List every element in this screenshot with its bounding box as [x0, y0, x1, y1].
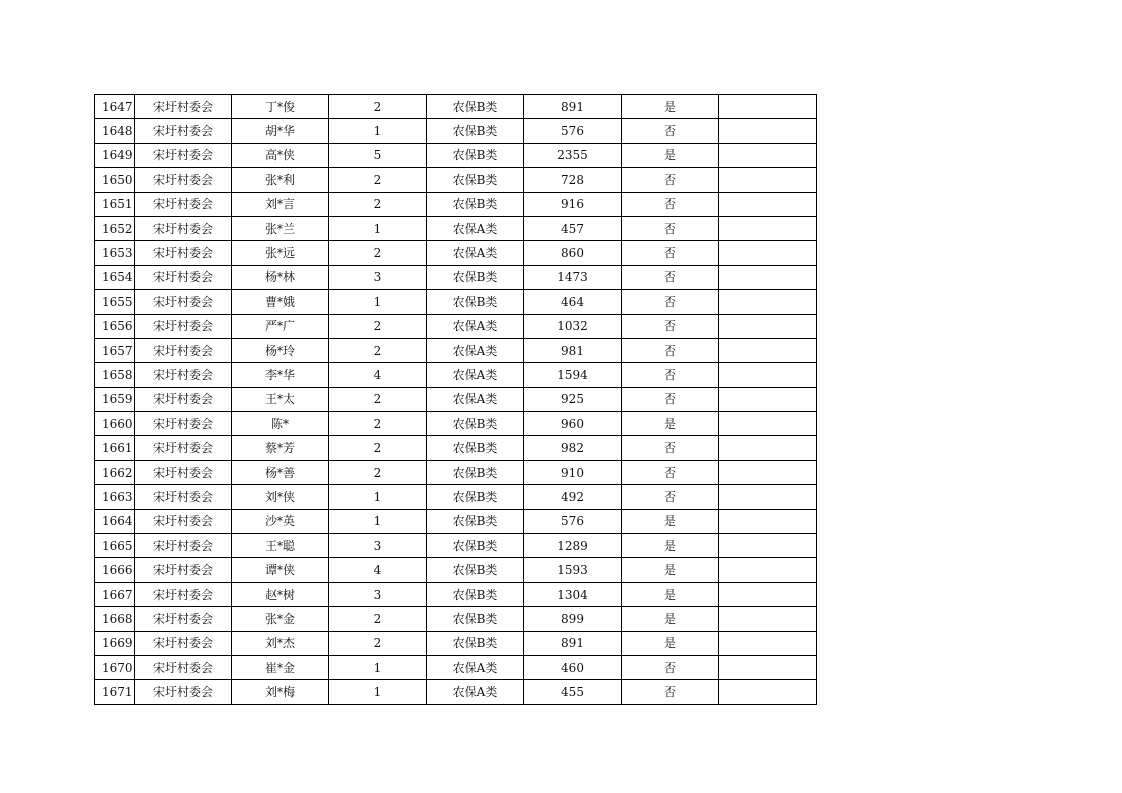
remark-cell	[719, 290, 817, 314]
village-committee-cell: 宋圩村委会	[135, 558, 232, 582]
row-number-cell: 1666	[95, 558, 135, 582]
count-cell: 2	[329, 436, 427, 460]
name-cell: 李*华	[232, 363, 329, 387]
name-cell: 杨*林	[232, 265, 329, 289]
count-cell: 1	[329, 655, 427, 679]
flag-cell: 否	[622, 363, 719, 387]
row-number-cell: 1668	[95, 607, 135, 631]
count-cell: 3	[329, 582, 427, 606]
amount-cell: 2355	[524, 143, 622, 167]
table-row	[95, 216, 817, 240]
table-row	[95, 558, 817, 582]
row-number-cell: 1647	[95, 95, 135, 119]
flag-cell: 否	[622, 338, 719, 362]
amount-cell: 981	[524, 338, 622, 362]
amount-cell: 891	[524, 631, 622, 655]
amount-cell: 899	[524, 607, 622, 631]
row-number-cell: 1660	[95, 412, 135, 436]
name-cell: 丁*俊	[232, 95, 329, 119]
name-cell: 王*聪	[232, 534, 329, 558]
village-committee-cell: 宋圩村委会	[135, 436, 232, 460]
village-committee-cell: 宋圩村委会	[135, 95, 232, 119]
flag-cell: 是	[622, 558, 719, 582]
amount-cell: 576	[524, 509, 622, 533]
remark-cell	[719, 582, 817, 606]
count-cell: 3	[329, 534, 427, 558]
row-number-cell: 1658	[95, 363, 135, 387]
table-row	[95, 95, 817, 119]
village-committee-cell: 宋圩村委会	[135, 168, 232, 192]
name-cell: 杨*玲	[232, 338, 329, 362]
count-cell: 1	[329, 119, 427, 143]
flag-cell: 否	[622, 485, 719, 509]
flag-cell: 否	[622, 265, 719, 289]
category-cell: 农保B类	[427, 168, 524, 192]
table-row	[95, 363, 817, 387]
count-cell: 2	[329, 412, 427, 436]
category-cell: 农保B类	[427, 460, 524, 484]
remark-cell	[719, 558, 817, 582]
count-cell: 4	[329, 558, 427, 582]
count-cell: 5	[329, 143, 427, 167]
table-row	[95, 655, 817, 679]
amount-cell: 728	[524, 168, 622, 192]
name-cell: 陈*	[232, 412, 329, 436]
count-cell: 2	[329, 192, 427, 216]
table-row	[95, 534, 817, 558]
count-cell: 1	[329, 290, 427, 314]
flag-cell: 是	[622, 582, 719, 606]
village-committee-cell: 宋圩村委会	[135, 534, 232, 558]
flag-cell: 否	[622, 192, 719, 216]
name-cell: 胡*华	[232, 119, 329, 143]
remark-cell	[719, 680, 817, 704]
amount-cell: 1289	[524, 534, 622, 558]
count-cell: 1	[329, 509, 427, 533]
category-cell: 农保B类	[427, 119, 524, 143]
category-cell: 农保A类	[427, 655, 524, 679]
remark-cell	[719, 241, 817, 265]
row-number-cell: 1652	[95, 216, 135, 240]
table-row	[95, 412, 817, 436]
remark-cell	[719, 631, 817, 655]
remark-cell	[719, 314, 817, 338]
amount-cell: 455	[524, 680, 622, 704]
category-cell: 农保B类	[427, 582, 524, 606]
category-cell: 农保B类	[427, 509, 524, 533]
row-number-cell: 1650	[95, 168, 135, 192]
name-cell: 刘*侠	[232, 485, 329, 509]
name-cell: 张*兰	[232, 216, 329, 240]
category-cell: 农保A类	[427, 241, 524, 265]
amount-cell: 576	[524, 119, 622, 143]
count-cell: 2	[329, 338, 427, 362]
count-cell: 2	[329, 460, 427, 484]
village-committee-cell: 宋圩村委会	[135, 241, 232, 265]
village-committee-cell: 宋圩村委会	[135, 412, 232, 436]
row-number-cell: 1648	[95, 119, 135, 143]
remark-cell	[719, 509, 817, 533]
remark-cell	[719, 485, 817, 509]
row-number-cell: 1662	[95, 460, 135, 484]
row-number-cell: 1669	[95, 631, 135, 655]
category-cell: 农保A类	[427, 387, 524, 411]
name-cell: 蔡*芳	[232, 436, 329, 460]
flag-cell: 是	[622, 95, 719, 119]
village-committee-cell: 宋圩村委会	[135, 607, 232, 631]
name-cell: 刘*杰	[232, 631, 329, 655]
row-number-cell: 1664	[95, 509, 135, 533]
flag-cell: 否	[622, 168, 719, 192]
table-row	[95, 680, 817, 704]
village-committee-cell: 宋圩村委会	[135, 216, 232, 240]
table-row	[95, 192, 817, 216]
count-cell: 2	[329, 241, 427, 265]
village-committee-cell: 宋圩村委会	[135, 314, 232, 338]
amount-cell: 925	[524, 387, 622, 411]
table-row	[95, 143, 817, 167]
count-cell: 4	[329, 363, 427, 387]
remark-cell	[719, 95, 817, 119]
village-committee-cell: 宋圩村委会	[135, 119, 232, 143]
category-cell: 农保B类	[427, 485, 524, 509]
count-cell: 3	[329, 265, 427, 289]
row-number-cell: 1651	[95, 192, 135, 216]
remark-cell	[719, 534, 817, 558]
table-row	[95, 387, 817, 411]
category-cell: 农保B类	[427, 534, 524, 558]
amount-cell: 1593	[524, 558, 622, 582]
category-cell: 农保B类	[427, 436, 524, 460]
flag-cell: 否	[622, 119, 719, 143]
village-committee-cell: 宋圩村委会	[135, 631, 232, 655]
table-row	[95, 168, 817, 192]
amount-cell: 916	[524, 192, 622, 216]
row-number-cell: 1667	[95, 582, 135, 606]
flag-cell: 否	[622, 655, 719, 679]
amount-cell: 1473	[524, 265, 622, 289]
village-committee-cell: 宋圩村委会	[135, 265, 232, 289]
flag-cell: 是	[622, 143, 719, 167]
remark-cell	[719, 192, 817, 216]
name-cell: 高*侠	[232, 143, 329, 167]
table-row	[95, 290, 817, 314]
name-cell: 张*远	[232, 241, 329, 265]
remark-cell	[719, 436, 817, 460]
amount-cell: 1032	[524, 314, 622, 338]
row-number-cell: 1653	[95, 241, 135, 265]
flag-cell: 是	[622, 534, 719, 558]
table-row	[95, 485, 817, 509]
amount-cell: 960	[524, 412, 622, 436]
flag-cell: 是	[622, 509, 719, 533]
name-cell: 沙*英	[232, 509, 329, 533]
name-cell: 崔*金	[232, 655, 329, 679]
category-cell: 农保B类	[427, 607, 524, 631]
count-cell: 1	[329, 680, 427, 704]
village-committee-cell: 宋圩村委会	[135, 338, 232, 362]
count-cell: 2	[329, 168, 427, 192]
category-cell: 农保B类	[427, 631, 524, 655]
table-body	[95, 95, 817, 705]
table-row	[95, 436, 817, 460]
amount-cell: 1304	[524, 582, 622, 606]
remark-cell	[719, 412, 817, 436]
table-row	[95, 582, 817, 606]
count-cell: 2	[329, 607, 427, 631]
remark-cell	[719, 363, 817, 387]
row-number-cell: 1665	[95, 534, 135, 558]
category-cell: 农保A类	[427, 680, 524, 704]
row-number-cell: 1656	[95, 314, 135, 338]
remark-cell	[719, 460, 817, 484]
remark-cell	[719, 655, 817, 679]
remark-cell	[719, 143, 817, 167]
table-row	[95, 241, 817, 265]
village-committee-cell: 宋圩村委会	[135, 680, 232, 704]
category-cell: 农保B类	[427, 143, 524, 167]
flag-cell: 否	[622, 387, 719, 411]
count-cell: 2	[329, 387, 427, 411]
amount-cell: 982	[524, 436, 622, 460]
table-row	[95, 460, 817, 484]
amount-cell: 457	[524, 216, 622, 240]
village-committee-cell: 宋圩村委会	[135, 192, 232, 216]
category-cell: 农保B类	[427, 558, 524, 582]
table-row	[95, 509, 817, 533]
category-cell: 农保A类	[427, 338, 524, 362]
village-committee-cell: 宋圩村委会	[135, 485, 232, 509]
name-cell: 刘*言	[232, 192, 329, 216]
remark-cell	[719, 338, 817, 362]
row-number-cell: 1657	[95, 338, 135, 362]
remark-cell	[719, 265, 817, 289]
name-cell: 张*金	[232, 607, 329, 631]
village-committee-cell: 宋圩村委会	[135, 363, 232, 387]
flag-cell: 否	[622, 436, 719, 460]
row-number-cell: 1663	[95, 485, 135, 509]
remark-cell	[719, 168, 817, 192]
table-row	[95, 607, 817, 631]
remark-cell	[719, 607, 817, 631]
table-row	[95, 631, 817, 655]
name-cell: 严*广	[232, 314, 329, 338]
amount-cell: 464	[524, 290, 622, 314]
flag-cell: 否	[622, 460, 719, 484]
row-number-cell: 1670	[95, 655, 135, 679]
category-cell: 农保A类	[427, 314, 524, 338]
category-cell: 农保A类	[427, 363, 524, 387]
remark-cell	[719, 216, 817, 240]
flag-cell: 否	[622, 241, 719, 265]
table-row	[95, 338, 817, 362]
village-committee-cell: 宋圩村委会	[135, 460, 232, 484]
category-cell: 农保B类	[427, 412, 524, 436]
flag-cell: 否	[622, 290, 719, 314]
count-cell: 1	[329, 485, 427, 509]
village-committee-cell: 宋圩村委会	[135, 290, 232, 314]
flag-cell: 否	[622, 216, 719, 240]
village-committee-cell: 宋圩村委会	[135, 509, 232, 533]
category-cell: 农保A类	[427, 216, 524, 240]
flag-cell: 否	[622, 314, 719, 338]
amount-cell: 860	[524, 241, 622, 265]
table-row	[95, 314, 817, 338]
row-number-cell: 1655	[95, 290, 135, 314]
row-number-cell: 1654	[95, 265, 135, 289]
name-cell: 谭*侠	[232, 558, 329, 582]
category-cell: 农保B类	[427, 95, 524, 119]
amount-cell: 1594	[524, 363, 622, 387]
row-number-cell: 1649	[95, 143, 135, 167]
name-cell: 曹*娥	[232, 290, 329, 314]
name-cell: 张*利	[232, 168, 329, 192]
remark-cell	[719, 119, 817, 143]
village-committee-cell: 宋圩村委会	[135, 582, 232, 606]
village-committee-cell: 宋圩村委会	[135, 655, 232, 679]
flag-cell: 是	[622, 631, 719, 655]
category-cell: 农保B类	[427, 192, 524, 216]
amount-cell: 492	[524, 485, 622, 509]
row-number-cell: 1661	[95, 436, 135, 460]
count-cell: 2	[329, 631, 427, 655]
name-cell: 赵*树	[232, 582, 329, 606]
amount-cell: 460	[524, 655, 622, 679]
name-cell: 杨*善	[232, 460, 329, 484]
flag-cell: 否	[622, 680, 719, 704]
name-cell: 王*太	[232, 387, 329, 411]
village-committee-cell: 宋圩村委会	[135, 143, 232, 167]
flag-cell: 是	[622, 607, 719, 631]
category-cell: 农保B类	[427, 265, 524, 289]
amount-cell: 891	[524, 95, 622, 119]
table-row	[95, 119, 817, 143]
data-table	[94, 94, 817, 705]
row-number-cell: 1659	[95, 387, 135, 411]
name-cell: 刘*梅	[232, 680, 329, 704]
count-cell: 1	[329, 216, 427, 240]
flag-cell: 是	[622, 412, 719, 436]
count-cell: 2	[329, 95, 427, 119]
amount-cell: 910	[524, 460, 622, 484]
table-row	[95, 265, 817, 289]
category-cell: 农保B类	[427, 290, 524, 314]
count-cell: 2	[329, 314, 427, 338]
remark-cell	[719, 387, 817, 411]
village-committee-cell: 宋圩村委会	[135, 387, 232, 411]
row-number-cell: 1671	[95, 680, 135, 704]
